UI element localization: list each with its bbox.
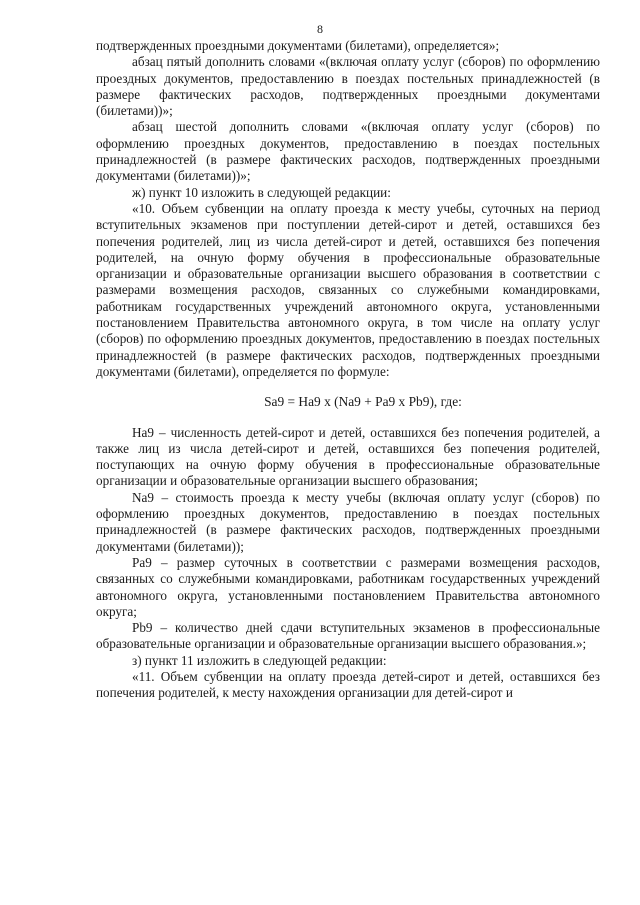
paragraph-point-11: «11. Объем субвенции на оплату проезда детей-сирот и детей, оставшихся без попечения родителей, к месту нахождения организации для детей-сирот и bbox=[96, 668, 600, 701]
definition-pb9: Pb9 – количество дней сдачи вступительных экзаменов в профессиональные образовательные организации и образовательные организации высшего образования.»; bbox=[96, 620, 600, 652]
document-body bbox=[96, 38, 600, 702]
paragraph-item-z: з) пункт 11 изложить в следующей редакции: bbox=[132, 652, 387, 668]
paragraph-item-zh: ж) пункт 10 изложить в следующей редакции: bbox=[132, 184, 391, 200]
paragraph-point-10: «10. Объем субвенции на оплату проезда к месту учебы, суточных на период вступительных экзаменов при поступлении детей-сирот и детей, оставшихся без попечения родителей, лиц из числа детей-сирот и детей, оставшихся без попечения родителей, на очную форму обучения в профессиональные образовательные организации и образовательные организации высшего образования в соответствии с размерами возмещения расходов, связанных со служебными командировками, работникам государственных учреждений автономного округа, установленными постановлением Правительства автономного округа, в том числе на оплату услуг (сборов) по оформлению проездных документов, предоставлению в поездах постельных принадлежностей (в размере фактических расходов, подтвержденных проездными документами (билетами), определяется по формуле: bbox=[96, 200, 600, 379]
page-number: 8 bbox=[317, 22, 323, 36]
formula: Sa9 = Ha9 x (Na9 + Pa9 x Pb9), где: bbox=[264, 394, 462, 410]
paragraph-abzac-5: абзац пятый дополнить словами «(включая оплату услуг (сборов) по оформлению проездных документов, предоставлению в поездах постельных принадлежностей (в размере фактических расходов, подтвержденных проездными документами (билетами))»; bbox=[96, 54, 600, 119]
paragraph-abzac-6: абзац шестой дополнить словами «(включая оплату услуг (сборов) по оформлению проездных документов, предоставлению в поездах постельных принадлежностей (в размере фактических расходов, подтвержденных проездными документами (билетами))»; bbox=[96, 119, 600, 184]
definition-ha9: Ha9 – численность детей-сирот и детей, оставшихся без попечения родителей, а также лиц из числа детей-сирот и детей, оставшихся без попечения родителей, поступающих на очную форму обучения в профессиональные образовательные организации и образовательные организации высшего образования; bbox=[96, 424, 600, 489]
paragraph-continuation: подтвержденных проездными документами (билетами), определяется»; bbox=[96, 38, 500, 53]
definition-na9: Na9 – стоимость проезда к месту учебы (включая оплату услуг (сборов) по оформлению проездных документов, предоставлению в поездах постельных принадлежностей (в размере фактических расходов, подтвержденных проездными документами (билетами)); bbox=[96, 489, 600, 554]
definition-pa9: Pa9 – размер суточных в соответствии с размерами возмещения расходов, связанных со служебными командировками, работникам государственных учреждений автономного округа, установленными постановлением Правительства автономного округа; bbox=[96, 554, 600, 619]
